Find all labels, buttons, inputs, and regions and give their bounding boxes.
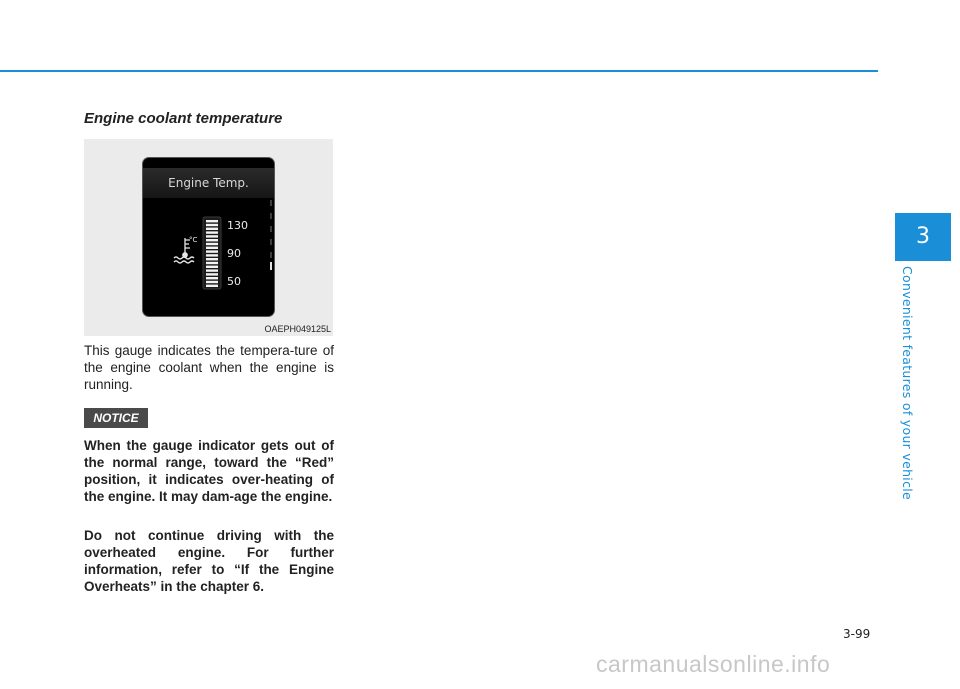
- temperature-gauge: [143, 158, 274, 316]
- gauge-segment: [206, 231, 218, 233]
- page-number: 3-99: [843, 627, 871, 641]
- unit-label: °C: [189, 236, 198, 244]
- gauge-label-130: 130: [227, 219, 248, 232]
- gauge-segment: [206, 281, 218, 283]
- gauge-segment: [206, 277, 218, 279]
- gauge-segment: [206, 254, 218, 256]
- gauge-segment: [206, 228, 218, 230]
- gauge-segment: [206, 250, 218, 252]
- gauge-segment: [206, 258, 218, 260]
- gauge-segment: [206, 224, 218, 226]
- gauge-segment: [206, 266, 218, 268]
- gauge-segment: [206, 220, 218, 222]
- cluster-display: [143, 158, 274, 316]
- gauge-segment: [206, 247, 218, 249]
- gauge-segment: [206, 273, 218, 275]
- gauge-segment: [206, 239, 218, 241]
- gauge-segment: [206, 243, 218, 245]
- gauge-segment: [206, 269, 218, 271]
- notice-paragraph-1: When the gauge indicator gets out of the normal range, toward the “Red” position, it indicates over-heating of the engine. It may dam-age the engine.: [84, 438, 334, 504]
- section-heading: Engine coolant temperature: [84, 110, 283, 127]
- notice-badge: NOTICE: [84, 408, 148, 428]
- chapter-title: Convenient features of your vehicle: [900, 266, 915, 501]
- body-paragraph: This gauge indicates the tempera-ture of the engine coolant when the engine is running.: [84, 343, 334, 392]
- chapter-tab: 3: [895, 213, 951, 261]
- gauge-segment: [206, 235, 218, 237]
- notice-paragraph-2: Do not continue driving with the overheated engine. For further information, refer to “If the Engine Overheats” in the chapter 6.: [84, 528, 334, 594]
- header-rule: [0, 70, 878, 72]
- cluster-title: Engine Temp.: [143, 168, 274, 198]
- gauge-label-50: 50: [227, 275, 241, 288]
- gauge-segment: [206, 285, 218, 287]
- figure-code: OAEPH049125L: [264, 324, 331, 334]
- gauge-label-90: 90: [227, 247, 241, 260]
- watermark: carmanualsonline.info: [596, 651, 831, 677]
- gauge-figure: [84, 139, 333, 336]
- gauge-segment: [206, 262, 218, 264]
